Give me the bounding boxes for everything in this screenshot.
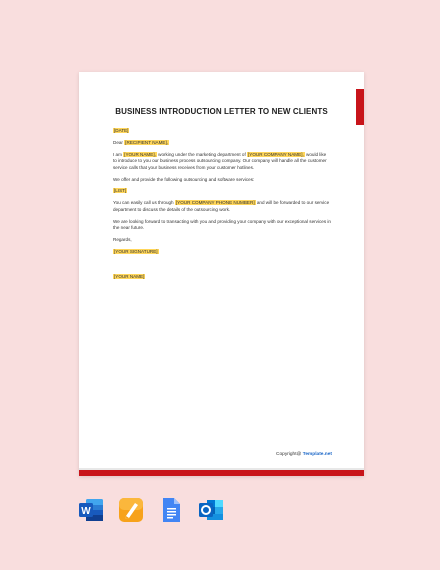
pages-icon[interactable] xyxy=(118,497,144,523)
paragraph-closing: We are looking forward to transacting with you and providing your company with our exceptional services in the near future. xyxy=(113,218,331,231)
letter-body xyxy=(113,128,331,286)
closing-regards: Regards, xyxy=(113,236,132,242)
date-placeholder: [DATE] xyxy=(114,128,129,133)
recipient-placeholder: [RECIPIENT NAME], xyxy=(125,139,169,145)
outlook-icon[interactable] xyxy=(198,497,224,523)
paragraph-intro: I am [YOUR NAME], working under the marketing department of [YOUR COMPANY NAME], would like to introduce to you our business process outsourcing company. Our company will handle all the customer service calls that your business receives from your customer hotlines. xyxy=(113,151,327,170)
list-line xyxy=(113,188,331,194)
salutation: Dear [RECIPIENT NAME], xyxy=(113,139,169,145)
date-line xyxy=(113,128,331,134)
paragraph-contact: You can easily call us through [YOUR COMPANY PHONE NUMBER] and will be forwarded to our service department to discuss the details of the outsourcing work. xyxy=(113,200,330,212)
paragraph-services: We offer and provide the following outsourcing and software services: xyxy=(113,176,255,182)
company-name-placeholder: [YOUR COMPANY NAME], xyxy=(248,151,304,157)
name-line xyxy=(113,274,331,280)
template-link[interactable]: Template.net xyxy=(302,452,332,457)
list-placeholder: [LIST] xyxy=(114,188,127,194)
document-preview xyxy=(79,72,364,476)
signature-line xyxy=(113,249,331,255)
app-format-icons xyxy=(78,497,224,523)
document-title: BUSINESS INTRODUCTION LETTER TO NEW CLIENTS xyxy=(115,107,328,116)
svg-text:W: W xyxy=(81,506,91,517)
word-icon[interactable] xyxy=(78,497,104,523)
signature-placeholder: [YOUR SIGNATURE] xyxy=(114,248,158,254)
accent-bottom-bar xyxy=(79,470,364,476)
copyright-footer: Copyright@ Template.net xyxy=(276,452,332,457)
name-placeholder: [YOUR NAME] xyxy=(114,274,145,280)
your-name-placeholder: [YOUR NAME], xyxy=(124,151,156,157)
phone-placeholder: [YOUR COMPANY PHONE NUMBER] xyxy=(175,200,255,206)
google-docs-icon[interactable] xyxy=(158,497,184,523)
